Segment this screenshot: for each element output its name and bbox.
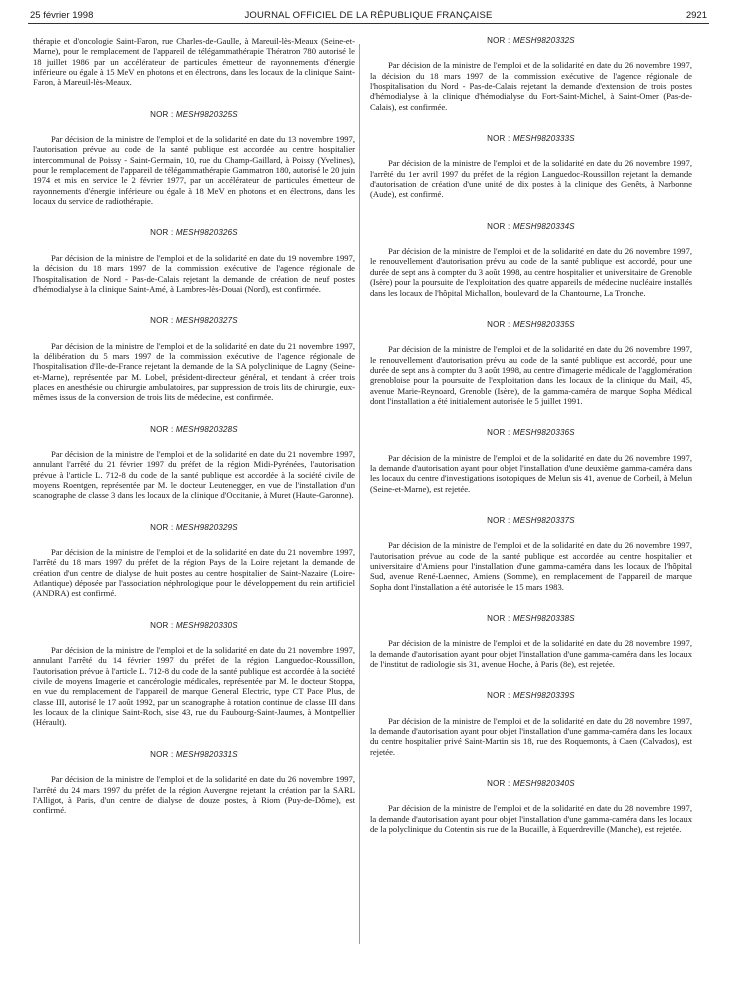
nor-code: MESH9820334S — [512, 221, 575, 231]
nor-code: MESH9820327S — [175, 316, 238, 326]
decision-entry — [370, 614, 692, 669]
nor-label: NOR : — [150, 109, 174, 119]
decision-text: Par décision de la ministre de l'emploi et de la solidarité en date du 28 novembre 1997, la demande d'autorisation ayant pour objet l'installation d'une gamma-caméra dans les locaux de l'institut de radiologie sis 31, avenue Hoche, à Paris (8e), est rejetée. — [370, 638, 692, 670]
column-divider — [359, 44, 360, 944]
nor-reference — [370, 320, 692, 330]
nor-reference — [370, 779, 692, 789]
nor-code: MESH9820338S — [512, 614, 575, 624]
nor-reference — [370, 134, 692, 144]
decision-text: Par décision de la ministre de l'emploi et de la solidarité en date du 26 novembre 1997, le renouvellement d'autorisation prévu au code de la santé publique est accordé, pour une durée de sept ans à compter du 3 août 1998, au centre d'imagerie médicale de l'agglomération grenobloise pour la poursuite de l'exploitation dans les locaux de la clinique du Mail, 45, avenue Marie-Reynoard, Grenoble (Isère), de la gamma-caméra de marque Sopha Médical dont l'installation a été initialement autorisée le 5 juillet 1991. — [370, 344, 692, 406]
header-rule — [28, 23, 709, 24]
nor-label: NOR : — [487, 134, 511, 144]
decision-text: Par décision de la ministre de l'emploi et de la solidarité en date du 26 novembre 1997, l'autorisation prévue au code de la santé publique est accordée au centre hospitalier et universitaire d'Amiens pour l'installation d'une gamma-caméra dans les locaux de l'hôpital Sud, avenue René-Laennec, Amiens (Somme), en remplacement de l'appareil de marque Sopha dont l'installation a été autorisée le 15 mars 1983. — [370, 540, 692, 592]
decision-entry — [33, 523, 355, 599]
decision-text: Par décision de la ministre de l'emploi et de la solidarité en date du 13 novembre 1997, l'autorisation prévue au code de la santé publique est accordée au centre hospitalier intercommunal de Poissy - Saint-Germain, 10, rue du Champ-Gaillard, à Poissy (Yvelines), pour le remplacement de l'appareil de télégammathérapie Gammatron 180, autorisé le 20 juin 1974 et mis en service le 2 février 1977, par un accélérateur de particules émetteur de rayonnements d'énergie inférieure ou égale à 18 MeV en photons et en électrons, dans les locaux du service de radiothérapie. — [33, 134, 355, 207]
nor-reference — [33, 228, 355, 238]
decision-text: Par décision de la ministre de l'emploi et de la solidarité en date du 28 novembre 1997, la demande d'autorisation ayant pour objet l'installation d'une gamma-caméra dans les locaux du centre hospitalier privé Saint-Martin sis 18, rue des Roquemonts, à Caen (Calvados), est rejetée. — [370, 715, 692, 757]
decision-entry — [370, 320, 692, 406]
nor-reference — [370, 614, 692, 624]
decision-text: Par décision de la ministre de l'emploi et de la solidarité en date du 21 novembre 1997, annulant l'arrêté du 21 février 1997 du préfet de la région Midi-Pyrénées, l'autorisation prévue à l'article L. 712-8 du code de la santé publique est accordée à la société civile de moyens Roentgen, représentée par M. le docteur Leutenegger, en vue de l'installation d'un scanographe de classe 3 dans les locaux de la clinique d'Occitanie, à Muret (Haute-Garonne). — [33, 448, 355, 501]
nor-reference — [370, 222, 692, 232]
nor-code: MESH9820330S — [175, 620, 238, 630]
decision-entry — [370, 516, 692, 592]
decision-text: Par décision de la ministre de l'emploi et de la solidarité en date du 21 novembre 1997, la délibération du 5 mars 1997 de la commission exécutive de l'agence régionale de l'hospitalisation d'Ile-de-France rejetant la demande de la SA polyclinique de Lagny (Seine-et-Marne), représentée par M. Lobel, président-directeur général, et tendant à créer trois places en anesthésie ou chirurgie ambulatoires, par suppression de trois lits de chirurgie, eux-mêmes issus de la conversion de trois lits de médecine, est confirmée. — [33, 340, 355, 403]
nor-code: MESH9820331S — [175, 749, 238, 759]
nor-code: MESH9820332S — [512, 36, 575, 45]
page-header — [30, 8, 707, 24]
nor-reference — [370, 428, 692, 438]
decision-entry — [33, 750, 355, 816]
decision-text: Par décision de la ministre de l'emploi et de la solidarité en date du 21 novembre 1997, annulant l'arrêté du 14 février 1997 du préfet de la région Languedoc-Roussillon, l'autorisation prévue à l'article L. 712-8 du code de la santé publique est accordée à la société civile de moyens Imagerie et cancérologie médicales, représentée par M. le docteur Stoppa, en vue du remplacement de l'appareil de marque General Electric, type CT Pace Plus, de classe III, autorisé le 17 août 1992, par un scanographe à rotation continue de classe III dans les locaux de la clinique Saint-Roch, sise 43, rue du Faubourg-Saint-Jaumes, à Montpellier (Hérault). — [33, 645, 355, 728]
nor-label: NOR : — [487, 779, 511, 789]
decision-text: Par décision de la ministre de l'emploi et de la solidarité en date du 19 novembre 1997, la décision du 18 mars 1997 de la commission exécutive de l'agence régionale de l'hospitalisation de Nord - Pas-de-Calais rejetant la demande de création de neuf postes d'hémodialyse à la clinique Saint-Amé, à Lambres-lès-Douai (Nord), est confirmée. — [33, 252, 355, 294]
nor-reference — [370, 691, 692, 701]
nor-reference — [33, 110, 355, 120]
nor-label: NOR : — [150, 620, 174, 630]
decision-entry — [33, 621, 355, 728]
decision-entry — [370, 691, 692, 757]
decision-entry — [33, 316, 355, 402]
decision-entry — [33, 110, 355, 207]
nor-code: MESH9820326S — [175, 228, 238, 238]
nor-label: NOR : — [487, 36, 511, 45]
nor-reference — [33, 621, 355, 631]
header-title: JOURNAL OFFICIEL DE LA RÉPUBLIQUE FRANÇAISE — [244, 10, 493, 21]
header-date: 25 février 1998 — [30, 10, 94, 21]
nor-reference — [33, 316, 355, 326]
nor-reference — [33, 425, 355, 435]
decision-entry — [370, 779, 692, 834]
nor-reference — [33, 750, 355, 760]
decision-text: Par décision de la ministre de l'emploi et de la solidarité en date du 26 novembre 1997, la décision du 18 mars 1997 de la commission exécutive de l'agence régionale de l'hospitalisation du Nord - Pas-de-Calais rejetant la demande d'extension de trois postes d'hémodialyse à la clinique d'hémodialyse du Fort-Saint-Michel, à Saint-Omer (Pas-de-Calais), est confirmée. — [370, 60, 692, 112]
nor-label: NOR : — [487, 319, 511, 329]
decision-text: Par décision de la ministre de l'emploi et de la solidarité en date du 26 novembre 1997, l'arrêté du 1er avril 1997 du préfet de la région Languedoc-Roussillon rejetant la demande d'autorisation de création d'une unité de dix postes à la clinique des Genêts, à Narbonne (Aude), est confirmé. — [370, 158, 692, 200]
decision-entry — [33, 228, 355, 294]
nor-code: MESH9820333S — [512, 134, 575, 144]
nor-code: MESH9820337S — [512, 515, 575, 525]
nor-code: MESH9820325S — [175, 109, 238, 119]
nor-label: NOR : — [150, 316, 174, 326]
right-column — [370, 36, 692, 857]
nor-label: NOR : — [487, 614, 511, 624]
decision-entry — [33, 36, 355, 88]
nor-label: NOR : — [487, 221, 511, 231]
nor-code: MESH9820340S — [512, 779, 575, 789]
decision-entry — [33, 425, 355, 501]
decision-entry — [370, 36, 692, 112]
decision-text: Par décision de la ministre de l'emploi et de la solidarité en date du 21 novembre 1997, l'arrêté du 18 mars 1997 du préfet de la région Pays de la Loire rejetant la demande de création d'un centre de dialyse de huit postes au centre hospitalier de Saint-Nazaire (Loire-Atlantique) déposée par l'association néphrologique pour le développement du rein artificiel (ANDRA) est confirmé. — [33, 547, 355, 599]
nor-code: MESH9820335S — [512, 319, 575, 329]
nor-code: MESH9820328S — [175, 424, 238, 434]
nor-label: NOR : — [150, 228, 174, 238]
decision-text: Par décision de la ministre de l'emploi et de la solidarité en date du 28 novembre 1997, la demande d'autorisation ayant pour objet l'installation d'une gamma-caméra dans les locaux de la polyclinique du Cotentin sis rue de la Bucaille, à Equerdreville (Manche), est rejetée. — [370, 803, 692, 835]
nor-label: NOR : — [150, 424, 174, 434]
nor-label: NOR : — [150, 522, 174, 532]
decision-text: Par décision de la ministre de l'emploi et de la solidarité en date du 26 novembre 1997, la demande d'autorisation ayant pour objet l'installation d'une deuxième gamma-caméra dans les locaux du centre d'investigations isotopiques de Melun sis 41, avenue de Corbeil, à Melun (Seine-et-Marne), est rejetée. — [370, 452, 692, 494]
nor-label: NOR : — [487, 428, 511, 438]
nor-reference — [370, 36, 692, 46]
nor-label: NOR : — [150, 749, 174, 759]
nor-reference — [33, 523, 355, 533]
decision-entry — [370, 134, 692, 200]
nor-label: NOR : — [487, 515, 511, 525]
nor-reference — [370, 516, 692, 526]
decision-text: thérapie et d'oncologie Saint-Faron, rue Charles-de-Gaulle, à Mareuil-lès-Meaux (Seine-et-Marne), pour le remplacement de l'appareil de télégammathérapie Thératron 780 autorisé le 18 juillet 1986 par un accélérateur de particules émetteur de rayonnements d'énergie inférieure ou égale à 15 MeV en photons et en électrons, dans les locaux de la clinique Saint-Faron, à Mareuil-lès-Meaux. — [33, 36, 355, 88]
decision-entry — [370, 222, 692, 298]
nor-code: MESH9820336S — [512, 428, 575, 438]
decision-text: Par décision de la ministre de l'emploi et de la solidarité en date du 26 novembre 1997, le renouvellement d'autorisation prévu au code de la santé publique est accordé, pour une durée de sept ans à compter du 3 août 1998, au centre hospitalier et universitaire de Grenoble (Isère) pour la poursuite de l'exploitation des quatre appareils de médecine nucléaire installés dans les locaux de l'hôpital Michallon, boulevard de la Chantourne, La Tronche. — [370, 246, 692, 298]
decision-text: Par décision de la ministre de l'emploi et de la solidarité en date du 26 novembre 1997, l'arrêté du 24 mars 1997 du préfet de la région Auvergne rejetant la création par la SARL l'Alligot, à Paris, d'un centre de dialyse de douze postes, à Riom (Puy-de-Dôme), est confirmé. — [33, 774, 355, 816]
nor-code: MESH9820339S — [512, 691, 575, 701]
left-column — [33, 36, 355, 838]
decision-entry — [370, 428, 692, 494]
header-page-number: 2921 — [685, 10, 707, 21]
nor-label: NOR : — [487, 691, 511, 701]
nor-code: MESH9820329S — [175, 522, 238, 532]
